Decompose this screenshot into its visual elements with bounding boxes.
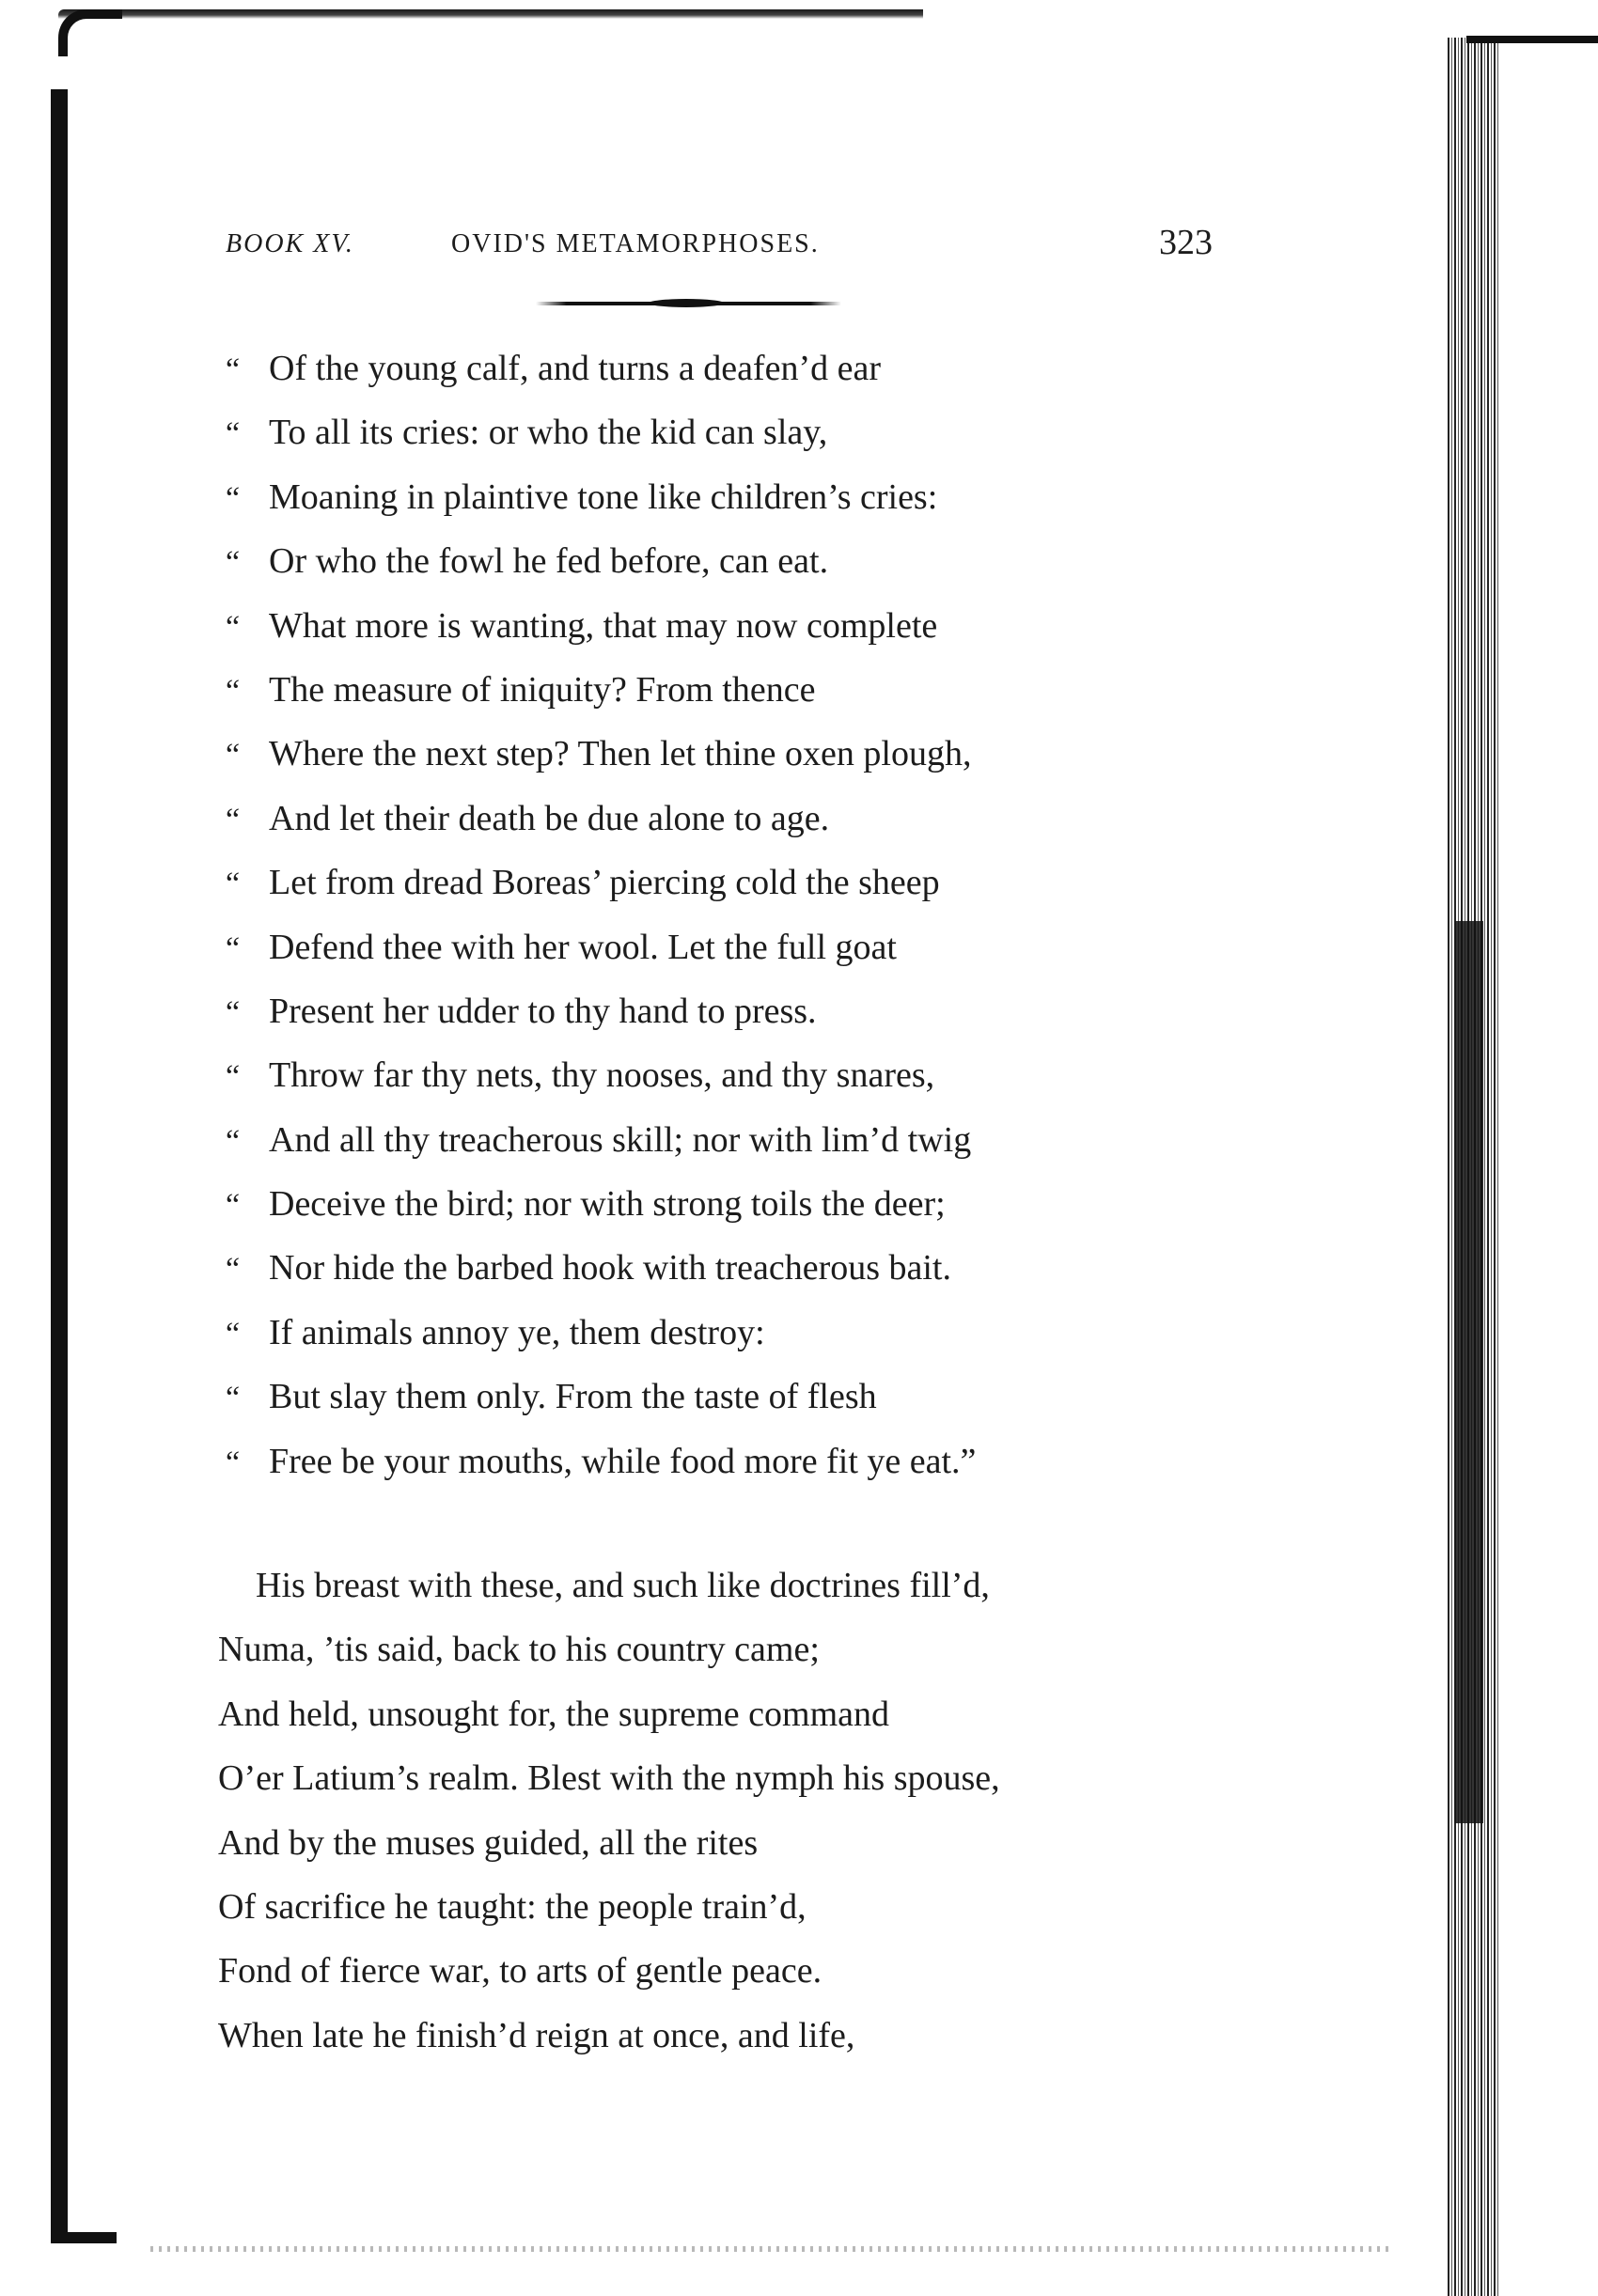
verse-line: “ The measure of iniquity? From thence bbox=[226, 658, 1260, 722]
quote-mark: “ bbox=[226, 867, 241, 902]
verse-line: “ And all thy treacherous skill; nor with lim’d twig bbox=[226, 1108, 1260, 1172]
quote-mark: “ bbox=[226, 352, 241, 387]
quote-mark: “ bbox=[226, 545, 241, 581]
quote-mark: “ bbox=[226, 673, 241, 709]
quote-mark: “ bbox=[226, 1188, 241, 1224]
scan-bottom-speckle bbox=[150, 2246, 1391, 2252]
verse-line: “ What more is wanting, that may now complete bbox=[226, 594, 1260, 658]
quote-mark: “ bbox=[226, 1381, 241, 1416]
verse-line: When late he finish’d reign at once, and life, bbox=[218, 2015, 855, 2055]
verse-line: “ Defend thee with her wool. Let the full goat bbox=[226, 915, 1260, 979]
verse-line: His breast with these, and such like doctrines fill’d, bbox=[256, 1566, 990, 1605]
head-ornament-rule bbox=[536, 302, 841, 305]
verse-line: “ Nor hide the barbed hook with treacherous bait. bbox=[226, 1236, 1260, 1300]
verse-line: “ Where the next step? Then let thine oxen plough, bbox=[226, 722, 1260, 786]
verse-line: “ Deceive the bird; nor with strong toils the deer; bbox=[226, 1172, 1260, 1236]
quoted-verse bbox=[226, 336, 1260, 1493]
verse-line: “ If animals annoy ye, them destroy: bbox=[226, 1301, 1260, 1365]
verse-line: “ Moaning in plaintive tone like children’s cries: bbox=[226, 465, 1260, 529]
quote-mark: “ bbox=[226, 738, 241, 773]
scan-top-rule bbox=[58, 9, 923, 19]
running-head bbox=[226, 223, 1213, 267]
verse-line: “ Free be your mouths, while food more fit ye eat.” bbox=[226, 1429, 1260, 1493]
verse-line: O’er Latium’s realm. Blest with the nymph his spouse, bbox=[218, 1758, 1000, 1799]
quote-mark: “ bbox=[226, 994, 241, 1030]
quote-mark: “ bbox=[226, 1445, 241, 1480]
quote-mark: “ bbox=[226, 1252, 241, 1288]
verse-line: “ Or who the fowl he fed before, can eat. bbox=[226, 529, 1260, 593]
narrative-verse bbox=[218, 1554, 1252, 2068]
quote-mark: “ bbox=[226, 1316, 241, 1351]
verse-line: “ And let their death be due alone to age. bbox=[226, 787, 1260, 851]
quote-mark: “ bbox=[226, 1123, 241, 1159]
scan-left-binding-shadow bbox=[51, 89, 68, 2241]
page-number: 323 bbox=[1159, 223, 1213, 262]
verse-line: Of sacrifice he taught: the people train’d, bbox=[218, 1886, 807, 1927]
verse-line: “ But slay them only. From the taste of flesh bbox=[226, 1365, 1260, 1429]
work-title: OVID'S METAMORPHOSES. bbox=[451, 229, 820, 258]
quote-mark: “ bbox=[226, 609, 241, 645]
verse-line: “ Throw far thy nets, thy nooses, and thy snares, bbox=[226, 1043, 1260, 1107]
verse-line: Fond of fierce war, to arts of gentle peace. bbox=[218, 1951, 822, 1991]
quote-mark: “ bbox=[226, 416, 241, 452]
verse-line: And by the muses guided, all the rites bbox=[218, 1822, 759, 1863]
book-label: BOOK XV. bbox=[226, 229, 354, 258]
scan-left-binding-foot bbox=[51, 2232, 117, 2243]
scan-top-hook bbox=[58, 9, 122, 56]
quote-mark: “ bbox=[226, 1059, 241, 1095]
verse-line: “ To all its cries: or who the kid can slay, bbox=[226, 400, 1260, 464]
scan-right-shadow bbox=[1455, 921, 1483, 1823]
quote-mark: “ bbox=[226, 480, 241, 516]
verse-line: And held, unsought for, the supreme command bbox=[218, 1694, 890, 1734]
quote-mark: “ bbox=[226, 930, 241, 966]
verse-line: Numa, ’tis said, back to his country came; bbox=[218, 1630, 820, 1670]
verse-line: “ Let from dread Boreas’ piercing cold the sheep bbox=[226, 851, 1260, 914]
quote-mark: “ bbox=[226, 802, 241, 837]
verse-line: “ Of the young calf, and turns a deafen’d ear bbox=[226, 336, 1260, 400]
scan-right-cap bbox=[1466, 36, 1598, 43]
verse-line: “ Present her udder to thy hand to press. bbox=[226, 979, 1260, 1043]
